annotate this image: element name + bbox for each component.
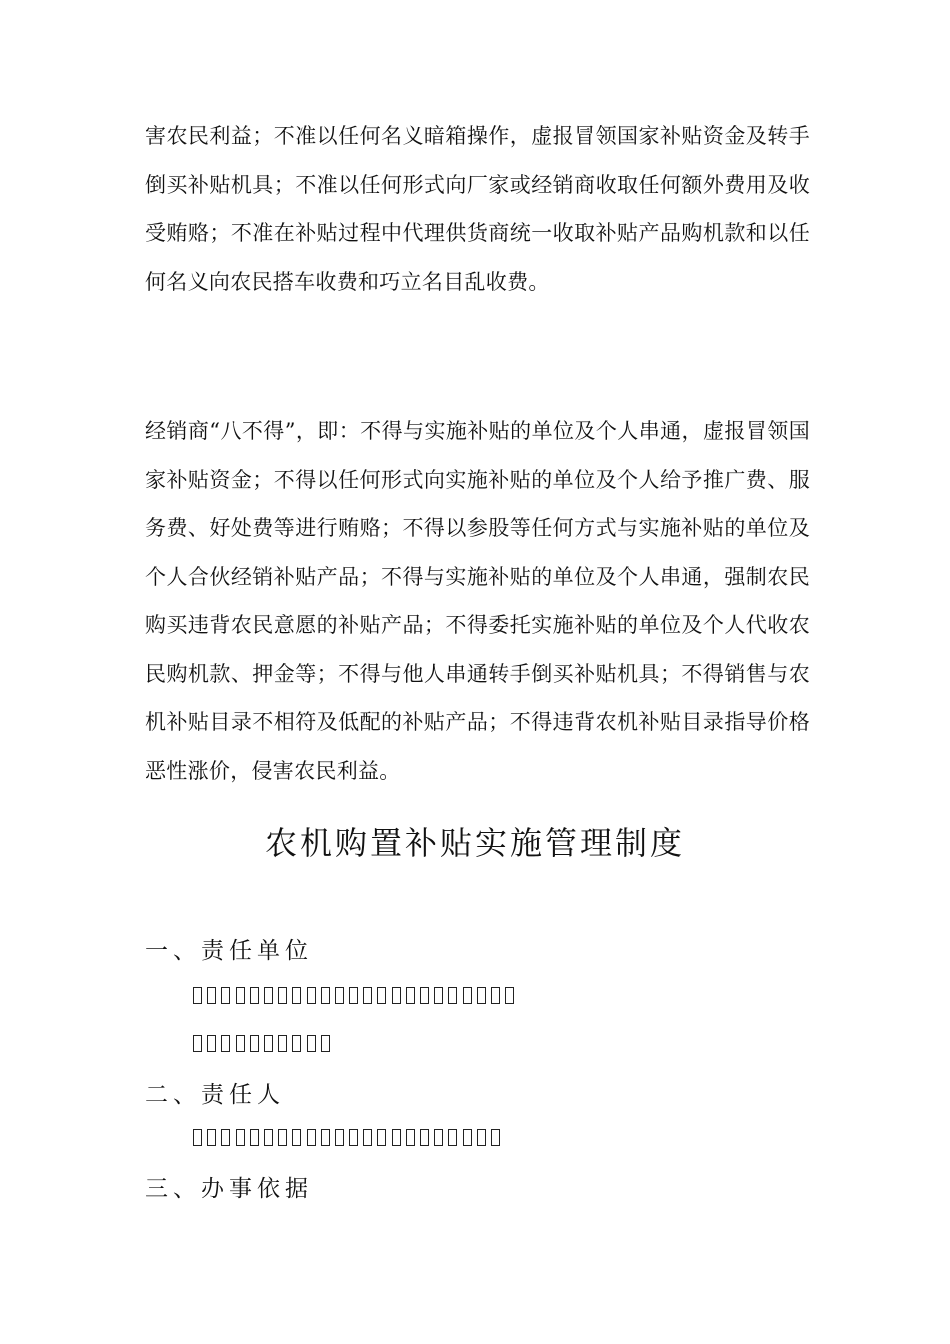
missing-glyph-box (236, 1035, 245, 1052)
missing-glyph-box (406, 987, 415, 1004)
missing-glyph-box (236, 987, 245, 1004)
missing-glyph-box (420, 987, 429, 1004)
missing-glyph-box (292, 1035, 301, 1052)
missing-glyph-box (221, 1129, 230, 1146)
missing-glyph-box (264, 987, 273, 1004)
missing-glyph-box (264, 1129, 273, 1146)
paragraph-dealer-rules: 经销商“八不得”，即：不得与实施补贴的单位及个人串通，虚报冒领国家补贴资金；不得以任何形式向实施补贴的单位及个人给予推广费、服务费、好处费等进行贿赂；不得以参股等任何方式与实施补贴的单位及个人合伙经销补贴产品；不得与实施补贴的单位及个人串通，强制农民购买违背农民意愿的补贴产品；不得委托实施补贴的单位及个人代收农民购机款、押金等；不得与他人串通转手倒买补贴机具；不得销售与农机补贴目录不相符及低配的补贴产品；不得违背农机补贴目录指导价格恶性涨价，侵害农民利益。 (145, 419, 810, 783)
missing-glyph-box (207, 1129, 216, 1146)
missing-glyph-box (463, 987, 472, 1004)
missing-glyph-box (278, 1129, 287, 1146)
missing-glyph-box (193, 1129, 202, 1146)
missing-glyph-line (193, 1129, 500, 1146)
missing-glyph-box (392, 987, 401, 1004)
missing-glyph-box (236, 1129, 245, 1146)
section-heading-basis: 三、办事依据 (145, 1176, 313, 1202)
missing-glyph-box (250, 987, 259, 1004)
missing-glyph-box (349, 987, 358, 1004)
missing-glyph-box (406, 1129, 415, 1146)
section-heading-responsible-unit: 一、责任单位 (145, 938, 313, 964)
missing-glyph-box (207, 1035, 216, 1052)
missing-glyph-box (434, 987, 443, 1004)
paragraph-continuation: 害农民利益；不准以任何名义暗箱操作，虚报冒领国家补贴资金及转手倒买补贴机具；不准以任何形式向厂家或经销商收取任何额外费用及收受贿赂；不准在补贴过程中代理供货商统一收取补贴产品购机款和以任何名义向农民搭车收费和巧立名目乱收费。 (145, 124, 810, 294)
missing-glyph-box (448, 1129, 457, 1146)
missing-glyph-box (264, 1035, 273, 1052)
missing-glyph-box (434, 1129, 443, 1146)
missing-glyph-box (363, 1129, 372, 1146)
missing-glyph-box (321, 1035, 330, 1052)
missing-glyph-box (392, 1129, 401, 1146)
missing-glyph-box (250, 1129, 259, 1146)
missing-glyph-box (292, 1129, 301, 1146)
missing-glyph-box (221, 987, 230, 1004)
missing-glyph-box (463, 1129, 472, 1146)
section-heading-responsible-person: 二、责任人 (145, 1082, 285, 1108)
missing-glyph-box (321, 1129, 330, 1146)
missing-glyph-box (505, 987, 514, 1004)
missing-glyph-box (349, 1129, 358, 1146)
missing-glyph-box (307, 987, 316, 1004)
missing-glyph-box (278, 987, 287, 1004)
missing-glyph-box (477, 987, 486, 1004)
missing-glyph-box (193, 987, 202, 1004)
missing-glyph-box (477, 1129, 486, 1146)
missing-glyph-box (377, 1129, 386, 1146)
missing-glyph-box (377, 987, 386, 1004)
missing-glyph-box (221, 1035, 230, 1052)
missing-glyph-box (307, 1129, 316, 1146)
missing-glyph-line (193, 987, 514, 1004)
missing-glyph-box (193, 1035, 202, 1052)
missing-glyph-box (207, 987, 216, 1004)
missing-glyph-box (491, 987, 500, 1004)
missing-glyph-box (335, 1129, 344, 1146)
missing-glyph-box (278, 1035, 287, 1052)
document-title: 农机购置补贴实施管理制度 (264, 824, 685, 862)
missing-glyph-box (491, 1129, 500, 1146)
missing-glyph-line (193, 1035, 330, 1052)
missing-glyph-box (307, 1035, 316, 1052)
missing-glyph-box (363, 987, 372, 1004)
missing-glyph-box (292, 987, 301, 1004)
missing-glyph-box (420, 1129, 429, 1146)
missing-glyph-box (250, 1035, 259, 1052)
missing-glyph-box (335, 987, 344, 1004)
missing-glyph-box (448, 987, 457, 1004)
missing-glyph-box (321, 987, 330, 1004)
